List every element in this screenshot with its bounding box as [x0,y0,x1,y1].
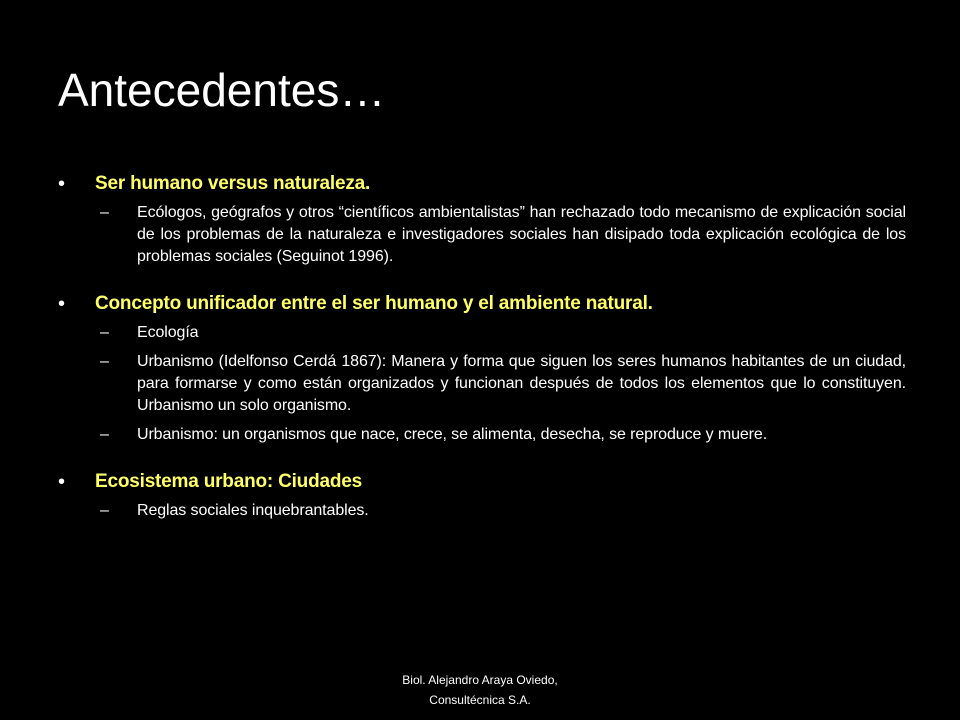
dash-marker: – [100,502,109,519]
bullet-marker: • [58,173,66,195]
slide-content [58,170,906,529]
footer-company: Consultécnica S.A. [429,693,531,707]
slide-title: Antecedentes… [58,64,386,116]
dash-marker: – [100,353,109,370]
sub-item [58,322,906,344]
bullet-heading: Ser humano versus naturaleza. [95,173,371,194]
sub-list [58,500,906,522]
bullet-marker: • [58,293,66,315]
dash-marker: – [100,204,109,221]
bullet-row [58,290,906,318]
sub-item [58,424,906,446]
bullet-heading: Concepto unificador entre el ser humano y el ambiente natural. [95,293,653,314]
sub-item [58,351,906,417]
bullet-item-2 [58,290,906,446]
sub-item [58,202,906,268]
sub-list [58,322,906,446]
bullet-row [58,170,906,198]
bullet-heading: Ecosistema urbano: Ciudades [95,471,363,492]
footer-author: Biol. Alejandro Araya Oviedo, [402,673,558,687]
bullet-marker: • [58,471,66,493]
sub-list [58,202,906,268]
dash-marker: – [100,324,109,341]
sub-item [58,500,906,522]
slide-footer [330,670,630,710]
sub-item-text: Urbanismo: un organismos que nace, crece, se alimenta, desecha, se reproduce y muere. [137,426,768,443]
sub-item-text: Ecólogos, geógrafos y otros “científicos ambientalistas” han rechazado todo mecanismo de explicación social de los problemas de la naturaleza e investigadores sociales han disipado toda explicación ecológica de los problemas sociales (Seguinot 1996). [137,204,906,265]
sub-item-text: Urbanismo (Idelfonso Cerdá 1867): Manera y forma que siguen los seres humanos habitantes de un ciudad, para formarse y como están organizados y funcionan después de todos los elementos que lo constituyen. Urbanismo un solo organismo. [137,353,906,414]
sub-item-text: Reglas sociales inquebrantables. [137,502,369,519]
bullet-row [58,468,906,496]
dash-marker: – [100,426,109,443]
bullet-item-3 [58,468,906,522]
bullet-item-1 [58,170,906,268]
sub-item-text: Ecología [137,324,199,341]
